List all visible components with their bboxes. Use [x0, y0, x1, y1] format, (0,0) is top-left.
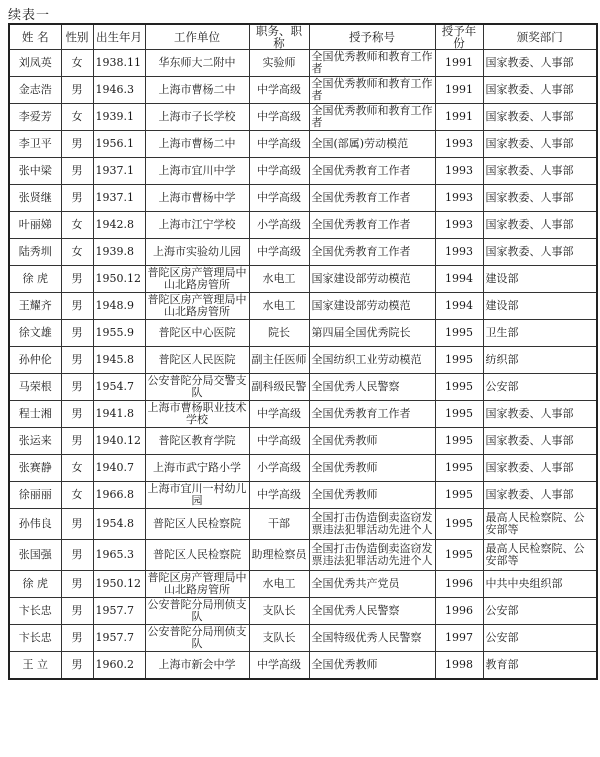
cell-title: 全国纺织工业劳动模范 — [309, 347, 435, 374]
cell-position: 中学高级 — [249, 158, 309, 185]
cell-title: 全国优秀教育工作者 — [309, 158, 435, 185]
cell-department: 公安部 — [483, 625, 597, 652]
cell-gender: 男 — [61, 185, 93, 212]
cell-year: 1994 — [435, 266, 483, 293]
cell-department: 国家教委、人事部 — [483, 77, 597, 104]
cell-workplace: 公安普陀分局刑侦支队 — [145, 625, 249, 652]
cell-workplace: 普陀区人民检察院 — [145, 509, 249, 540]
cell-department: 国家教委、人事部 — [483, 158, 597, 185]
cell-title: 全国优秀教师 — [309, 455, 435, 482]
cell-birth: 1942.8 — [93, 212, 145, 239]
cell-year: 1993 — [435, 212, 483, 239]
cell-department: 建设部 — [483, 293, 597, 320]
cell-title: 全国优秀教育工作者 — [309, 239, 435, 266]
table-row — [9, 212, 597, 239]
cell-year: 1994 — [435, 293, 483, 320]
cell-name: 叶丽娣 — [9, 212, 61, 239]
cell-year: 1993 — [435, 131, 483, 158]
cell-title: 全国优秀教师和教育工作者 — [309, 50, 435, 77]
cell-title: 全国优秀人民警察 — [309, 598, 435, 625]
col-header-birth: 出生年月 — [93, 24, 145, 50]
cell-birth: 1960.2 — [93, 652, 145, 680]
cell-name: 卞长忠 — [9, 625, 61, 652]
cell-gender: 男 — [61, 540, 93, 571]
cell-workplace: 普陀区房产管理局中山北路房管所 — [145, 293, 249, 320]
cell-title: 国家建设部劳动模范 — [309, 266, 435, 293]
cell-birth: 1939.8 — [93, 239, 145, 266]
cell-name: 李卫平 — [9, 131, 61, 158]
cell-name: 程士湘 — [9, 401, 61, 428]
col-header-department: 颁奖部门 — [483, 24, 597, 50]
table-row — [9, 347, 597, 374]
cell-birth: 1957.7 — [93, 625, 145, 652]
cell-workplace: 普陀区人民检察院 — [145, 540, 249, 571]
cell-title: 全国优秀教师 — [309, 482, 435, 509]
cell-position: 水电工 — [249, 293, 309, 320]
cell-workplace: 上海市曹杨职业技术学校 — [145, 401, 249, 428]
table-row — [9, 428, 597, 455]
table-row — [9, 239, 597, 266]
cell-name: 王耀齐 — [9, 293, 61, 320]
cell-title: 全国优秀教师和教育工作者 — [309, 77, 435, 104]
cell-gender: 女 — [61, 482, 93, 509]
cell-position: 中学高级 — [249, 77, 309, 104]
header-row — [9, 24, 597, 50]
cell-gender: 女 — [61, 50, 93, 77]
cell-gender: 男 — [61, 374, 93, 401]
cell-name: 李爱芳 — [9, 104, 61, 131]
cell-position: 中学高级 — [249, 104, 309, 131]
cell-gender: 女 — [61, 455, 93, 482]
cell-position: 中学高级 — [249, 401, 309, 428]
cell-position: 支队长 — [249, 625, 309, 652]
cell-year: 1995 — [435, 428, 483, 455]
cell-position: 水电工 — [249, 571, 309, 598]
cell-position: 干部 — [249, 509, 309, 540]
cell-gender: 男 — [61, 652, 93, 680]
cell-gender: 男 — [61, 320, 93, 347]
cell-department: 国家教委、人事部 — [483, 131, 597, 158]
cell-position: 中学高级 — [249, 185, 309, 212]
cell-birth: 1954.7 — [93, 374, 145, 401]
table-row — [9, 625, 597, 652]
col-header-name: 姓 名 — [9, 24, 61, 50]
cell-department: 公安部 — [483, 598, 597, 625]
cell-workplace: 上海市子长学校 — [145, 104, 249, 131]
cell-gender: 男 — [61, 77, 93, 104]
cell-title: 全国打击伪造倒卖盗窃发票违法犯罪活动先进个人 — [309, 509, 435, 540]
cell-year: 1995 — [435, 347, 483, 374]
cell-position: 水电工 — [249, 266, 309, 293]
cell-birth: 1945.8 — [93, 347, 145, 374]
cell-gender: 男 — [61, 625, 93, 652]
cell-birth: 1966.8 — [93, 482, 145, 509]
cell-gender: 女 — [61, 239, 93, 266]
cell-workplace: 公安普陀分局刑侦支队 — [145, 598, 249, 625]
honors-table — [8, 23, 598, 680]
cell-workplace: 上海市曹杨二中 — [145, 77, 249, 104]
cell-position: 支队长 — [249, 598, 309, 625]
cell-title: 全国特级优秀人民警察 — [309, 625, 435, 652]
cell-year: 1993 — [435, 158, 483, 185]
table-row — [9, 509, 597, 540]
cell-gender: 男 — [61, 598, 93, 625]
cell-department: 国家教委、人事部 — [483, 185, 597, 212]
cell-birth: 1950.12 — [93, 266, 145, 293]
cell-title: 国家建设部劳动模范 — [309, 293, 435, 320]
cell-birth: 1956.1 — [93, 131, 145, 158]
cell-gender: 男 — [61, 401, 93, 428]
cell-birth: 1965.3 — [93, 540, 145, 571]
cell-position: 中学高级 — [249, 482, 309, 509]
table-row — [9, 158, 597, 185]
cell-title: 全国打击伪造倒卖盗窃发票违法犯罪活动先进个人 — [309, 540, 435, 571]
cell-workplace: 上海市宜川中学 — [145, 158, 249, 185]
cell-year: 1993 — [435, 185, 483, 212]
cell-name: 张运来 — [9, 428, 61, 455]
table-row — [9, 374, 597, 401]
cell-year: 1995 — [435, 455, 483, 482]
cell-gender: 男 — [61, 158, 93, 185]
cell-position: 中学高级 — [249, 428, 309, 455]
table-row — [9, 320, 597, 347]
table-row — [9, 50, 597, 77]
cell-position: 中学高级 — [249, 131, 309, 158]
cell-name: 卞长忠 — [9, 598, 61, 625]
cell-position: 中学高级 — [249, 652, 309, 680]
cell-birth: 1946.3 — [93, 77, 145, 104]
cell-gender: 男 — [61, 571, 93, 598]
cell-department: 国家教委、人事部 — [483, 50, 597, 77]
cell-department: 建设部 — [483, 266, 597, 293]
cell-workplace: 上海市实验幼儿园 — [145, 239, 249, 266]
cell-name: 张赛静 — [9, 455, 61, 482]
table-caption: 续表一 — [8, 8, 51, 23]
cell-year: 1997 — [435, 625, 483, 652]
cell-gender: 男 — [61, 347, 93, 374]
cell-workplace: 华东师大二附中 — [145, 50, 249, 77]
cell-year: 1995 — [435, 540, 483, 571]
cell-department: 公安部 — [483, 374, 597, 401]
cell-year: 1995 — [435, 509, 483, 540]
cell-birth: 1948.9 — [93, 293, 145, 320]
cell-workplace: 上海市新会中学 — [145, 652, 249, 680]
col-header-position: 职务、职称 — [249, 24, 309, 50]
cell-gender: 男 — [61, 131, 93, 158]
cell-title: 全国优秀教育工作者 — [309, 401, 435, 428]
cell-birth: 1937.1 — [93, 158, 145, 185]
cell-name: 张国强 — [9, 540, 61, 571]
cell-birth: 1954.8 — [93, 509, 145, 540]
cell-title: 第四届全国优秀院长 — [309, 320, 435, 347]
cell-title: 全国优秀教师和教育工作者 — [309, 104, 435, 131]
cell-workplace: 上海市武宁路小学 — [145, 455, 249, 482]
cell-department: 国家教委、人事部 — [483, 428, 597, 455]
cell-birth: 1940.12 — [93, 428, 145, 455]
cell-department: 中共中央组织部 — [483, 571, 597, 598]
table-row — [9, 131, 597, 158]
cell-year: 1991 — [435, 104, 483, 131]
cell-birth: 1939.1 — [93, 104, 145, 131]
col-header-title: 授予称号 — [309, 24, 435, 50]
cell-title: 全国优秀教育工作者 — [309, 185, 435, 212]
cell-name: 王 立 — [9, 652, 61, 680]
cell-department: 教育部 — [483, 652, 597, 680]
cell-workplace: 上海市江宁学校 — [145, 212, 249, 239]
cell-position: 实验师 — [249, 50, 309, 77]
cell-year: 1998 — [435, 652, 483, 680]
cell-position: 中学高级 — [249, 239, 309, 266]
cell-gender: 女 — [61, 212, 93, 239]
cell-name: 孙伟良 — [9, 509, 61, 540]
table-row — [9, 455, 597, 482]
cell-year: 1995 — [435, 401, 483, 428]
cell-name: 张中梁 — [9, 158, 61, 185]
cell-birth: 1938.11 — [93, 50, 145, 77]
table-row — [9, 266, 597, 293]
cell-workplace: 普陀区中心医院 — [145, 320, 249, 347]
table-row — [9, 652, 597, 680]
cell-department: 纺织部 — [483, 347, 597, 374]
cell-name: 徐丽丽 — [9, 482, 61, 509]
cell-name: 张贤继 — [9, 185, 61, 212]
col-header-year: 授予年份 — [435, 24, 483, 50]
cell-department: 国家教委、人事部 — [483, 455, 597, 482]
cell-workplace: 普陀区教育学院 — [145, 428, 249, 455]
cell-name: 徐 虎 — [9, 266, 61, 293]
cell-year: 1995 — [435, 482, 483, 509]
cell-department: 最高人民检察院、公安部等 — [483, 540, 597, 571]
cell-department: 国家教委、人事部 — [483, 482, 597, 509]
table-row — [9, 77, 597, 104]
cell-position: 小学高级 — [249, 212, 309, 239]
cell-gender: 男 — [61, 266, 93, 293]
cell-gender: 女 — [61, 104, 93, 131]
cell-title: 全国优秀人民警察 — [309, 374, 435, 401]
cell-workplace: 普陀区房产管理局中山北路房管所 — [145, 571, 249, 598]
cell-name: 刘凤英 — [9, 50, 61, 77]
cell-birth: 1941.8 — [93, 401, 145, 428]
cell-workplace: 上海市宜川一村幼儿园 — [145, 482, 249, 509]
table-row — [9, 571, 597, 598]
cell-workplace: 普陀区人民医院 — [145, 347, 249, 374]
cell-gender: 男 — [61, 293, 93, 320]
cell-department: 卫生部 — [483, 320, 597, 347]
cell-position: 副主任医师 — [249, 347, 309, 374]
cell-position: 助理检察员 — [249, 540, 309, 571]
table-row — [9, 185, 597, 212]
cell-year: 1991 — [435, 77, 483, 104]
cell-year: 1993 — [435, 239, 483, 266]
cell-position: 院长 — [249, 320, 309, 347]
cell-workplace: 上海市曹杨中学 — [145, 185, 249, 212]
table-row — [9, 401, 597, 428]
cell-department: 国家教委、人事部 — [483, 104, 597, 131]
cell-year: 1996 — [435, 571, 483, 598]
cell-department: 国家教委、人事部 — [483, 212, 597, 239]
cell-year: 1995 — [435, 374, 483, 401]
cell-birth: 1940.7 — [93, 455, 145, 482]
cell-name: 徐 虎 — [9, 571, 61, 598]
cell-birth: 1950.12 — [93, 571, 145, 598]
cell-title: 全国优秀教育工作者 — [309, 212, 435, 239]
cell-name: 徐文雄 — [9, 320, 61, 347]
cell-gender: 男 — [61, 428, 93, 455]
cell-year: 1991 — [435, 50, 483, 77]
cell-title: 全国优秀共产党员 — [309, 571, 435, 598]
cell-year: 1996 — [435, 598, 483, 625]
table-row — [9, 104, 597, 131]
cell-title: 全国(部属)劳动模范 — [309, 131, 435, 158]
cell-department: 国家教委、人事部 — [483, 239, 597, 266]
col-header-gender: 性别 — [61, 24, 93, 50]
cell-workplace: 公安普陀分局交警支队 — [145, 374, 249, 401]
cell-name: 孙仲伦 — [9, 347, 61, 374]
cell-birth: 1955.9 — [93, 320, 145, 347]
table-row — [9, 598, 597, 625]
cell-department: 国家教委、人事部 — [483, 401, 597, 428]
cell-birth: 1937.1 — [93, 185, 145, 212]
cell-title: 全国优秀教师 — [309, 428, 435, 455]
cell-name: 金志浩 — [9, 77, 61, 104]
table-row — [9, 540, 597, 571]
cell-year: 1995 — [435, 320, 483, 347]
cell-name: 陆秀圳 — [9, 239, 61, 266]
cell-workplace: 上海市曹杨二中 — [145, 131, 249, 158]
cell-name: 马荣根 — [9, 374, 61, 401]
cell-workplace: 普陀区房产管理局中山北路房管所 — [145, 266, 249, 293]
table-row — [9, 293, 597, 320]
cell-position: 副科级民警 — [249, 374, 309, 401]
table-row — [9, 482, 597, 509]
cell-title: 全国优秀教师 — [309, 652, 435, 680]
cell-gender: 男 — [61, 509, 93, 540]
col-header-workplace: 工作单位 — [145, 24, 249, 50]
cell-department: 最高人民检察院、公安部等 — [483, 509, 597, 540]
cell-birth: 1957.7 — [93, 598, 145, 625]
cell-position: 小学高级 — [249, 455, 309, 482]
